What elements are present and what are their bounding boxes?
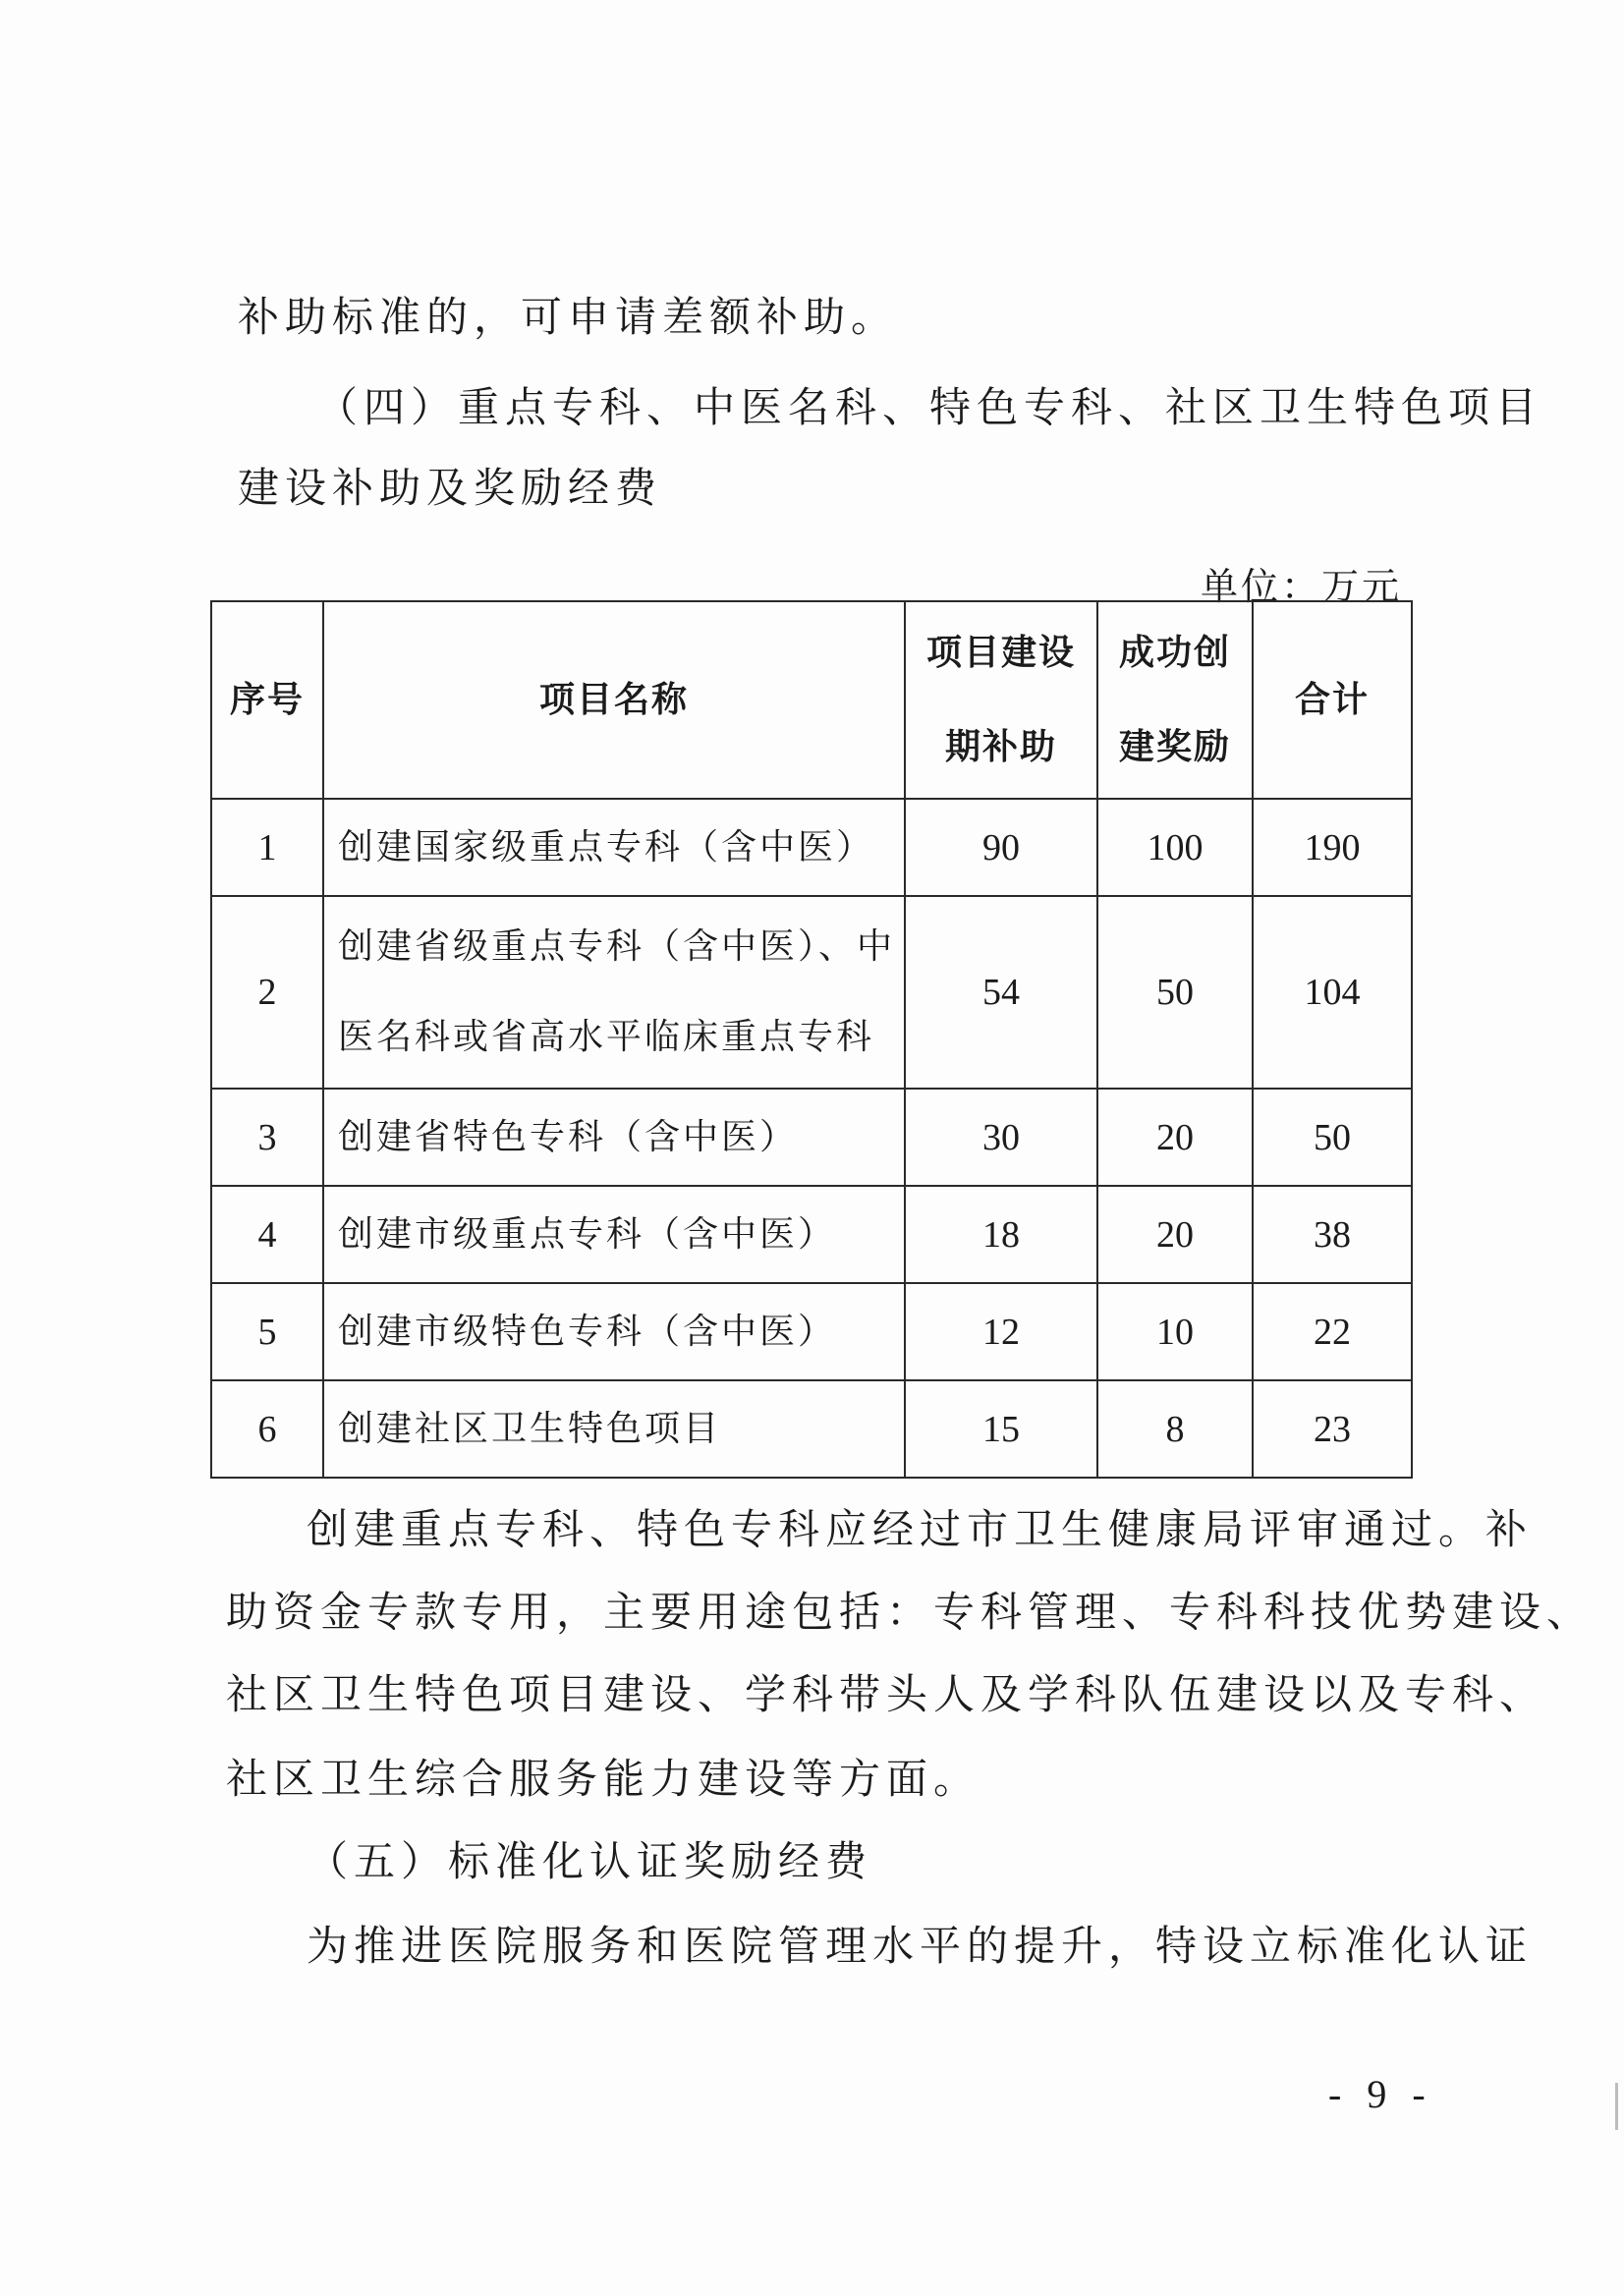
table-row	[211, 1186, 1412, 1283]
cell-reward: 20	[1097, 1186, 1253, 1283]
cell-name	[323, 896, 905, 1089]
page-number: - 9 -	[1328, 2072, 1433, 2116]
subsidy-table	[210, 600, 1413, 1479]
paragraph-line: 创建重点专科、特色专科应经过市卫生健康局评审通过。补	[307, 1505, 1534, 1553]
cell-build: 18	[905, 1186, 1097, 1283]
header-reward	[1097, 601, 1253, 799]
cell-seq: 2	[211, 896, 323, 1089]
cell-seq: 6	[211, 1380, 323, 1478]
table-row	[211, 896, 1412, 1089]
cell-total: 190	[1253, 799, 1412, 896]
cell-reward: 50	[1097, 896, 1253, 1089]
paragraph-line: 社区卫生特色项目建设、学科带头人及学科队伍建设以及专科、	[226, 1670, 1547, 1718]
paragraph-line: 助资金专款专用，主要用途包括：专科管理、专科科技优势建设、	[226, 1588, 1595, 1636]
cell-reward: 20	[1097, 1089, 1253, 1186]
cell-seq: 3	[211, 1089, 323, 1186]
table-row	[211, 1089, 1412, 1186]
cell-reward: 100	[1097, 799, 1253, 896]
table-row	[211, 1380, 1412, 1478]
cell-build: 30	[905, 1089, 1097, 1186]
cell-seq: 5	[211, 1283, 323, 1380]
header-name: 项目名称	[323, 601, 905, 799]
cell-name: 创建市级重点专科（含中医）	[323, 1186, 905, 1283]
cell-build: 90	[905, 799, 1097, 896]
section-heading-4-cont: 建设补助及奖励经费	[238, 464, 663, 512]
unit-label: 单位：万元	[1200, 565, 1402, 608]
table-row	[211, 799, 1412, 896]
section-heading-4: （四）重点专科、中医名科、特色专科、社区卫生特色项目	[316, 383, 1543, 431]
cell-total: 38	[1253, 1186, 1412, 1283]
header-reward-line2: 建奖励	[1118, 726, 1231, 767]
cell-build: 15	[905, 1380, 1097, 1478]
cell-name-line1: 创建省级重点专科（含中医）、中	[338, 926, 896, 967]
section-heading-5: （五）标准化认证奖励经费	[307, 1837, 873, 1885]
cell-name: 创建省特色专科（含中医）	[323, 1089, 905, 1186]
cell-build: 54	[905, 896, 1097, 1089]
paragraph-line: 为推进医院服务和医院管理水平的提升，特设立标准化认证	[307, 1922, 1534, 1970]
cell-total: 22	[1253, 1283, 1412, 1380]
paragraph-line: 社区卫生综合服务能力建设等方面。	[226, 1755, 981, 1803]
header-reward-line1: 成功创	[1118, 632, 1231, 673]
table-header-row	[211, 601, 1412, 799]
cell-seq: 1	[211, 799, 323, 896]
paragraph-line: 补助标准的，可申请差额补助。	[238, 293, 899, 341]
cell-total: 23	[1253, 1380, 1412, 1478]
header-build-subsidy	[905, 601, 1097, 799]
cell-build: 12	[905, 1283, 1097, 1380]
header-seq: 序号	[211, 601, 323, 799]
header-build-line1: 项目建设	[925, 632, 1076, 673]
cell-reward: 8	[1097, 1380, 1253, 1478]
cell-name-line2: 医名科或省高水平临床重点专科	[338, 1017, 875, 1057]
scan-edge-mark	[1615, 2083, 1618, 2130]
cell-total: 104	[1253, 896, 1412, 1089]
cell-seq: 4	[211, 1186, 323, 1283]
header-build-line2: 期补助	[944, 726, 1057, 767]
cell-name: 创建社区卫生特色项目	[323, 1380, 905, 1478]
header-total: 合计	[1253, 601, 1412, 799]
cell-name: 创建市级特色专科（含中医）	[323, 1283, 905, 1380]
cell-reward: 10	[1097, 1283, 1253, 1380]
cell-name: 创建国家级重点专科（含中医）	[323, 799, 905, 896]
cell-total: 50	[1253, 1089, 1412, 1186]
table-row	[211, 1283, 1412, 1380]
